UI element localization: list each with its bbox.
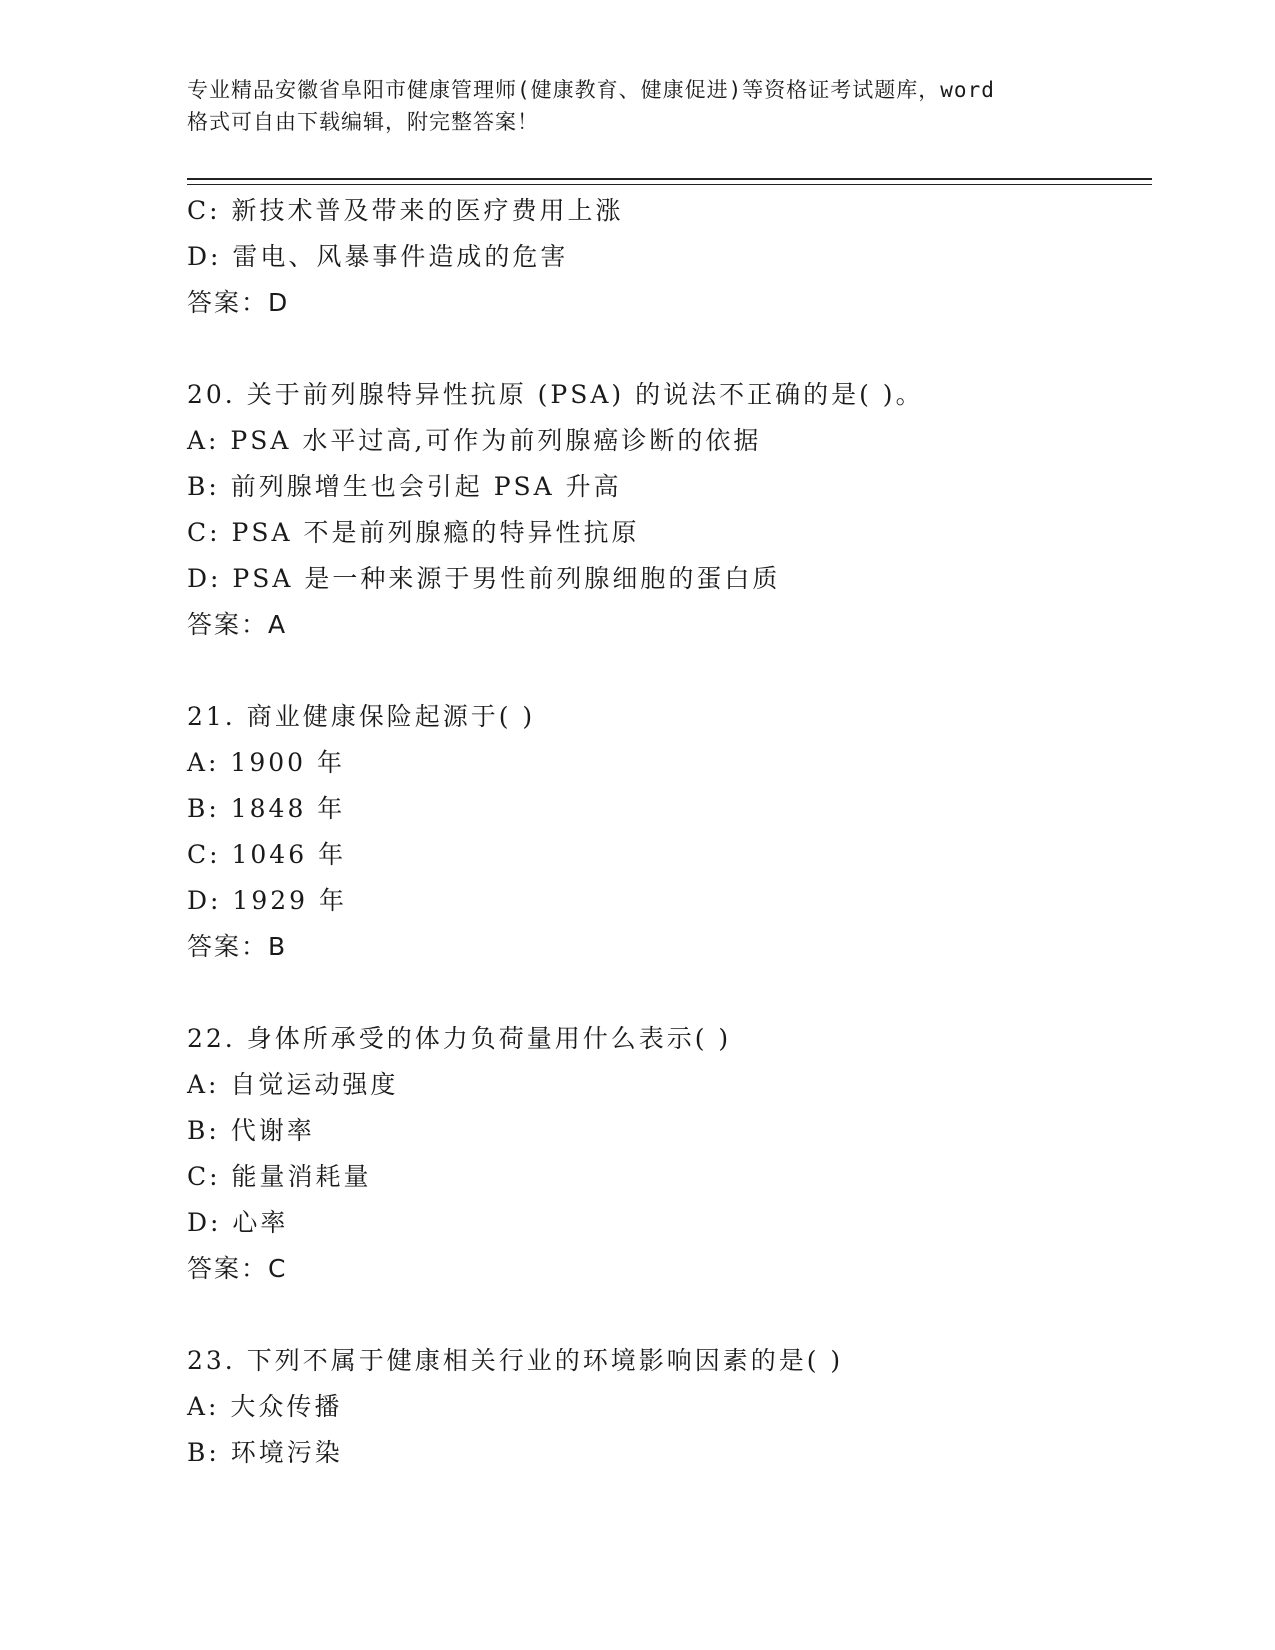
- option-c: C: 能量消耗量: [187, 1162, 372, 1191]
- question-22: [187, 1016, 1147, 1292]
- option-d: D: 1929 年: [187, 886, 347, 915]
- question-text: 21. 商业健康保险起源于( ): [187, 702, 536, 731]
- spacer: [187, 648, 1147, 694]
- spacer: [187, 970, 1147, 1016]
- option-b: B: 环境污染: [187, 1438, 343, 1467]
- option-a: A: 自觉运动强度: [187, 1070, 399, 1099]
- option-a: A: 大众传播: [187, 1392, 343, 1421]
- answer-line: 答案：D: [187, 288, 290, 317]
- spacer: [187, 326, 1147, 372]
- option-d: D: 雷电、风暴事件造成的危害: [187, 242, 569, 271]
- option-b: B: 1848 年: [187, 794, 346, 823]
- question-text: 23. 下列不属于健康相关行业的环境影响因素的是( ): [187, 1346, 844, 1375]
- question-20: [187, 372, 1147, 648]
- question-text: 22. 身体所承受的体力负荷量用什么表示( ): [187, 1024, 732, 1053]
- answer-line: 答案：B: [187, 932, 288, 961]
- option-c: C: 1046 年: [187, 840, 347, 869]
- header-line-1: 专业精品安徽省阜阳市健康管理师(健康教育、健康促进)等资格证考试题库，word: [187, 78, 995, 102]
- document-header: [187, 74, 1097, 138]
- question-23: [187, 1338, 1147, 1476]
- option-d: D: 心率: [187, 1208, 289, 1237]
- spacer: [187, 1292, 1147, 1338]
- question-list: [187, 188, 1147, 1476]
- question-text: 20. 关于前列腺特异性抗原 (PSA) 的说法不正确的是( )。: [187, 380, 924, 409]
- header-line-2: 格式可自由下载编辑，附完整答案！: [187, 110, 539, 134]
- header-divider-thick: [187, 178, 1152, 180]
- option-a: A: PSA 水平过高,可作为前列腺癌诊断的依据: [187, 426, 762, 455]
- question-19-tail: [187, 188, 1147, 326]
- option-d: D: PSA 是一种来源于男性前列腺细胞的蛋白质: [187, 564, 781, 593]
- option-a: A: 1900 年: [187, 748, 345, 777]
- option-b: B: 前列腺增生也会引起 PSA 升高: [187, 472, 622, 501]
- answer-line: 答案：C: [187, 1254, 288, 1283]
- option-c: C: PSA 不是前列腺瘾的特异性抗原: [187, 518, 640, 547]
- option-c: C: 新技术普及带来的医疗费用上涨: [187, 196, 624, 225]
- header-divider-thin: [187, 184, 1152, 185]
- option-b: B: 代谢率: [187, 1116, 315, 1145]
- answer-line: 答案：A: [187, 610, 288, 639]
- question-21: [187, 694, 1147, 970]
